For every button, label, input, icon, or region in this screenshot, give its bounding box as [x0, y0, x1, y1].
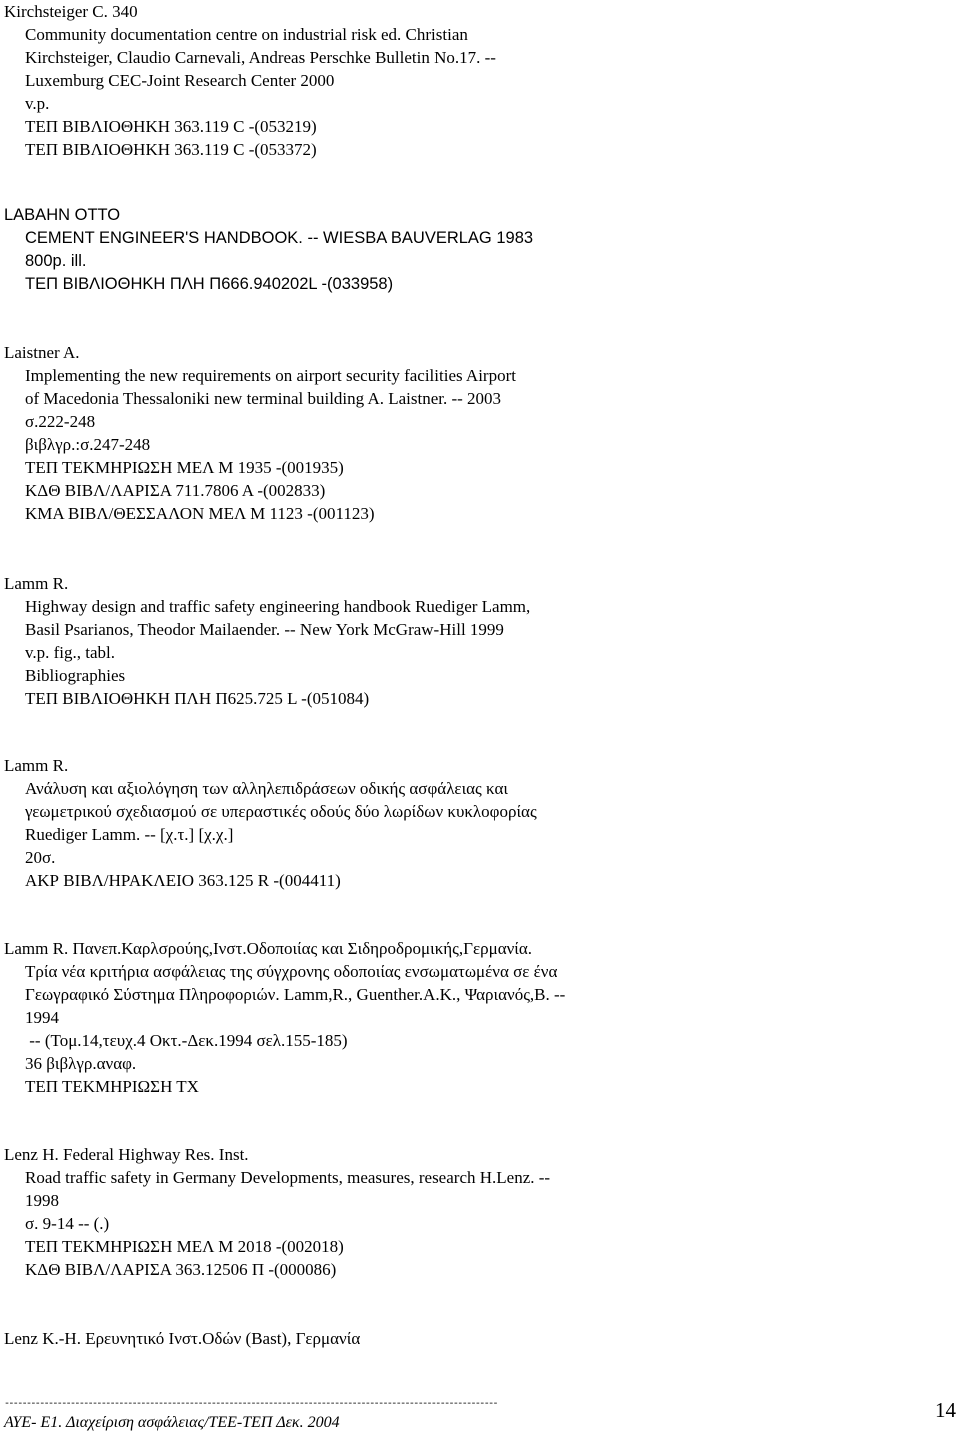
- entry-line: ΤΕΠ ΒΙΒΛΙΟΘΗΚΗ 363.119 C -(053372): [25, 140, 317, 159]
- catalog-entry: [4, 937, 944, 1098]
- entry-heading: Laistner A.: [4, 343, 80, 362]
- entry-line: ΑΚΡ ΒΙΒΛ/ΗΡΑΚΛΕΙΟ 363.125 R -(004411): [25, 871, 341, 890]
- entry-line: Ruediger Lamm. -- [χ.τ.] [χ.χ.]: [25, 825, 234, 844]
- catalog-entry: [4, 1143, 944, 1281]
- entry-line: ΤΕΠ ΤΕΚΜΗΡΙΩΣΗ ΤΧ: [25, 1077, 199, 1096]
- entry-line: ΚΜΑ ΒΙΒΛ/ΘΕΣΣΑΛΟΝ ΜΕΛ Μ 1123 -(001123): [25, 504, 375, 523]
- entry-line: Τρία νέα κριτήρια ασφάλειας της σύγχρονης οδοποιίας ενσωματωμένα σε ένα: [25, 962, 558, 981]
- entry-line: 800p. ill.: [25, 252, 87, 270]
- catalog-entry: [4, 0, 944, 161]
- entry-line: 36 βιβλγρ.αναφ.: [25, 1054, 137, 1073]
- entry-heading: Lenz K.-H. Ερευνητικό Ινστ.Οδών (Bast), Γερμανία: [4, 1329, 361, 1348]
- entry-heading: Lamm R. Πανεπ.Καρλσρούης,Ινστ.Οδοποιίας και Σιδηροδρομικής,Γερμανία.: [4, 939, 533, 958]
- entry-line: Γεωγραφικό Σύστημα Πληροφοριών. Lamm,R., Guenther.A.K., Ψαριανός,Β. --: [25, 985, 566, 1004]
- entry-line: -- (Τομ.14,τευχ.4 Οκτ.-Δεκ.1994 σελ.155-185): [25, 1031, 348, 1050]
- entry-line: 1998: [25, 1191, 59, 1210]
- entry-line: v.p.: [25, 94, 50, 113]
- catalog-entry: [4, 754, 944, 892]
- entry-line: ΤΕΠ ΤΕΚΜΗΡΙΩΣΗ ΜΕΛ Μ 1935 -(001935): [25, 458, 344, 477]
- footer-text: ΑΥΕ- Ε1. Διαχείριση ασφάλειας/ΤΕΕ-ΤΕΠ Δεκ. 2004: [4, 1414, 340, 1431]
- entry-line: Implementing the new requirements on airport security facilities Airport: [25, 366, 516, 385]
- entry-line: ΤΕΠ ΒΙΒΛΙΟΘΗΚΗ 363.119 C -(053219): [25, 117, 317, 136]
- footer-rule: ----------------------------------------------------------------------------------------------------------------: [4, 1399, 497, 1410]
- entry-line: ΤΕΠ ΒΙΒΛΙΟΘΗΚΗ ΠΛΗ Π666.940202L -(033958): [25, 275, 394, 293]
- entry-line: Community documentation centre on industrial risk ed. Christian: [25, 25, 468, 44]
- entry-line: Kirchsteiger, Claudio Carnevali, Andreas Perschke Bulletin No.17. --: [25, 48, 496, 67]
- entry-heading: Lamm R.: [4, 756, 69, 775]
- catalog-entry: [4, 204, 944, 296]
- catalog-entry: [4, 572, 944, 710]
- entry-line: γεωμετρικού σχεδιασμού σε υπεραστικές οδούς δύο λωρίδων κυκλοφορίας: [25, 802, 537, 821]
- entry-line: 1994: [25, 1008, 59, 1027]
- entry-line: σ.222-248: [25, 412, 96, 431]
- catalog-entry: [4, 1327, 944, 1350]
- entry-line: Basil Psarianos, Theodor Mailaender. -- New York McGraw-Hill 1999: [25, 620, 504, 639]
- page-number: 14: [935, 1398, 956, 1422]
- entry-line: Bibliographies: [25, 666, 126, 685]
- entry-line: Highway design and traffic safety engineering handbook Ruediger Lamm,: [25, 597, 531, 616]
- entry-line: βιβλγρ.:σ.247-248: [25, 435, 151, 454]
- entry-heading: Lamm R.: [4, 574, 69, 593]
- entry-heading: LABAHN OTTO: [4, 206, 121, 224]
- entry-line: ΚΔΘ ΒΙΒΛ/ΛΑΡΙΣΑ 363.12506 Π -(000086): [25, 1260, 337, 1279]
- entry-line: 20σ.: [25, 848, 56, 867]
- entry-line: of Macedonia Thessaloniki new terminal building A. Laistner. -- 2003: [25, 389, 502, 408]
- entry-line: ΤΕΠ ΤΕΚΜΗΡΙΩΣΗ ΜΕΛ Μ 2018 -(002018): [25, 1237, 344, 1256]
- entry-heading: Lenz H. Federal Highway Res. Inst.: [4, 1145, 249, 1164]
- entry-line: ΤΕΠ ΒΙΒΛΙΟΘΗΚΗ ΠΛΗ Π625.725 L -(051084): [25, 689, 370, 708]
- catalog-entry: [4, 341, 944, 525]
- entry-line: ΚΔΘ ΒΙΒΛ/ΛΑΡΙΣΑ 711.7806 Α -(002833): [25, 481, 326, 500]
- entry-line: Road traffic safety in Germany Developments, measures, research H.Lenz. --: [25, 1168, 551, 1187]
- entry-line: CEMENT ENGINEER'S HANDBOOK. -- WIESBA BAUVERLAG 1983: [25, 229, 534, 247]
- entry-line: Ανάλυση και αξιολόγηση των αλληλεπιδράσεων οδικής ασφάλειας και: [25, 779, 508, 798]
- entry-line: v.p. fig., tabl.: [25, 643, 116, 662]
- entry-line: σ. 9-14 -- (.): [25, 1214, 110, 1233]
- entry-heading: Kirchsteiger C. 340: [4, 2, 138, 21]
- entry-line: Luxemburg CEC-Joint Research Center 2000: [25, 71, 335, 90]
